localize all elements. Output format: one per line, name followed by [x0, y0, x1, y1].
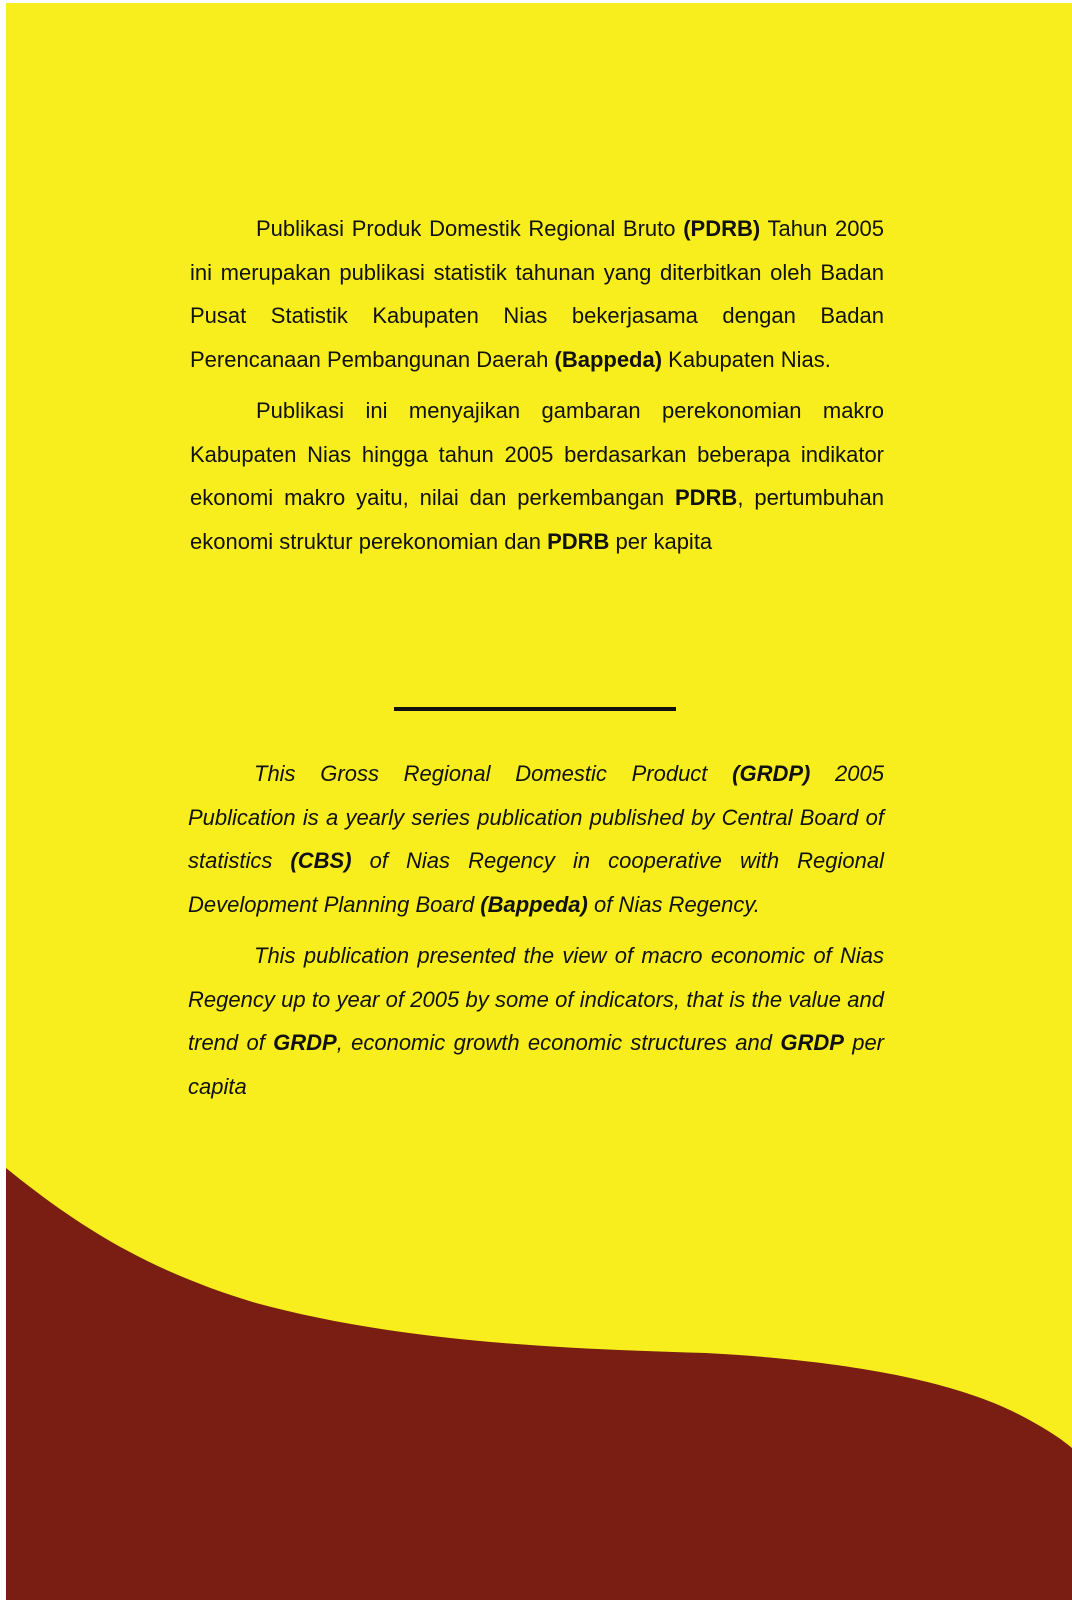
text-run-bold: GRDP	[780, 1030, 844, 1055]
text-run-bold: (PDRB)	[683, 216, 761, 241]
text-run: Kabupaten Nias.	[662, 346, 831, 372]
text-run: per capita	[188, 1030, 885, 1099]
text-run: This publication presented the view of macro economic of Nias Regency up to year of 2005 by some of indicators, that is the value and trend of	[188, 943, 884, 1055]
text-run: Publikasi Produk Domestik Regional Bruto	[256, 216, 684, 241]
text-run: , pertumbuhan ekonomi struktur perekonomian dan	[190, 485, 884, 554]
text-run: 2005 Publication is a yearly series publication published by Central Board of statistics	[188, 761, 884, 873]
text-run-bold: (Bappeda)	[554, 346, 663, 372]
text-run-bold: (CBS)	[290, 848, 352, 873]
text-run-bold: (Bappeda)	[480, 891, 588, 917]
text-run: per kapita	[609, 528, 713, 554]
maroon-wave-band	[6, 3, 1072, 1600]
text-run-bold: PDRB	[547, 528, 610, 554]
text-run-bold: GRDP	[273, 1030, 337, 1055]
text-run: , economic growth economic structures and	[336, 1030, 781, 1055]
text-run-bold: (GRDP)	[732, 761, 811, 786]
text-run: Tahun 2005 ini merupakan publikasi statistik tahunan yang diterbitkan oleh Badan Pusat Statistik Kabupaten Nias bekerjasama dengan Badan Perencanaan Pembangunan Daerah	[190, 216, 885, 372]
text-run: Publikasi ini menyajikan gambaran perekonomian makro Kabupaten Nias hingga tahun 2005 berdasarkan beberapa indikator ekonomi makro yaitu, nilai dan perkembangan	[190, 398, 884, 510]
maroon-wave-shape	[6, 1168, 1072, 1600]
text-run: This Gross Regional Domestic Product	[254, 761, 733, 786]
back-cover	[6, 3, 1072, 1600]
text-run-bold: PDRB	[674, 485, 738, 510]
text-run: of Nias Regency in cooperative with Regional Development Planning Board	[188, 848, 884, 917]
text-run: of Nias Regency.	[587, 891, 760, 917]
